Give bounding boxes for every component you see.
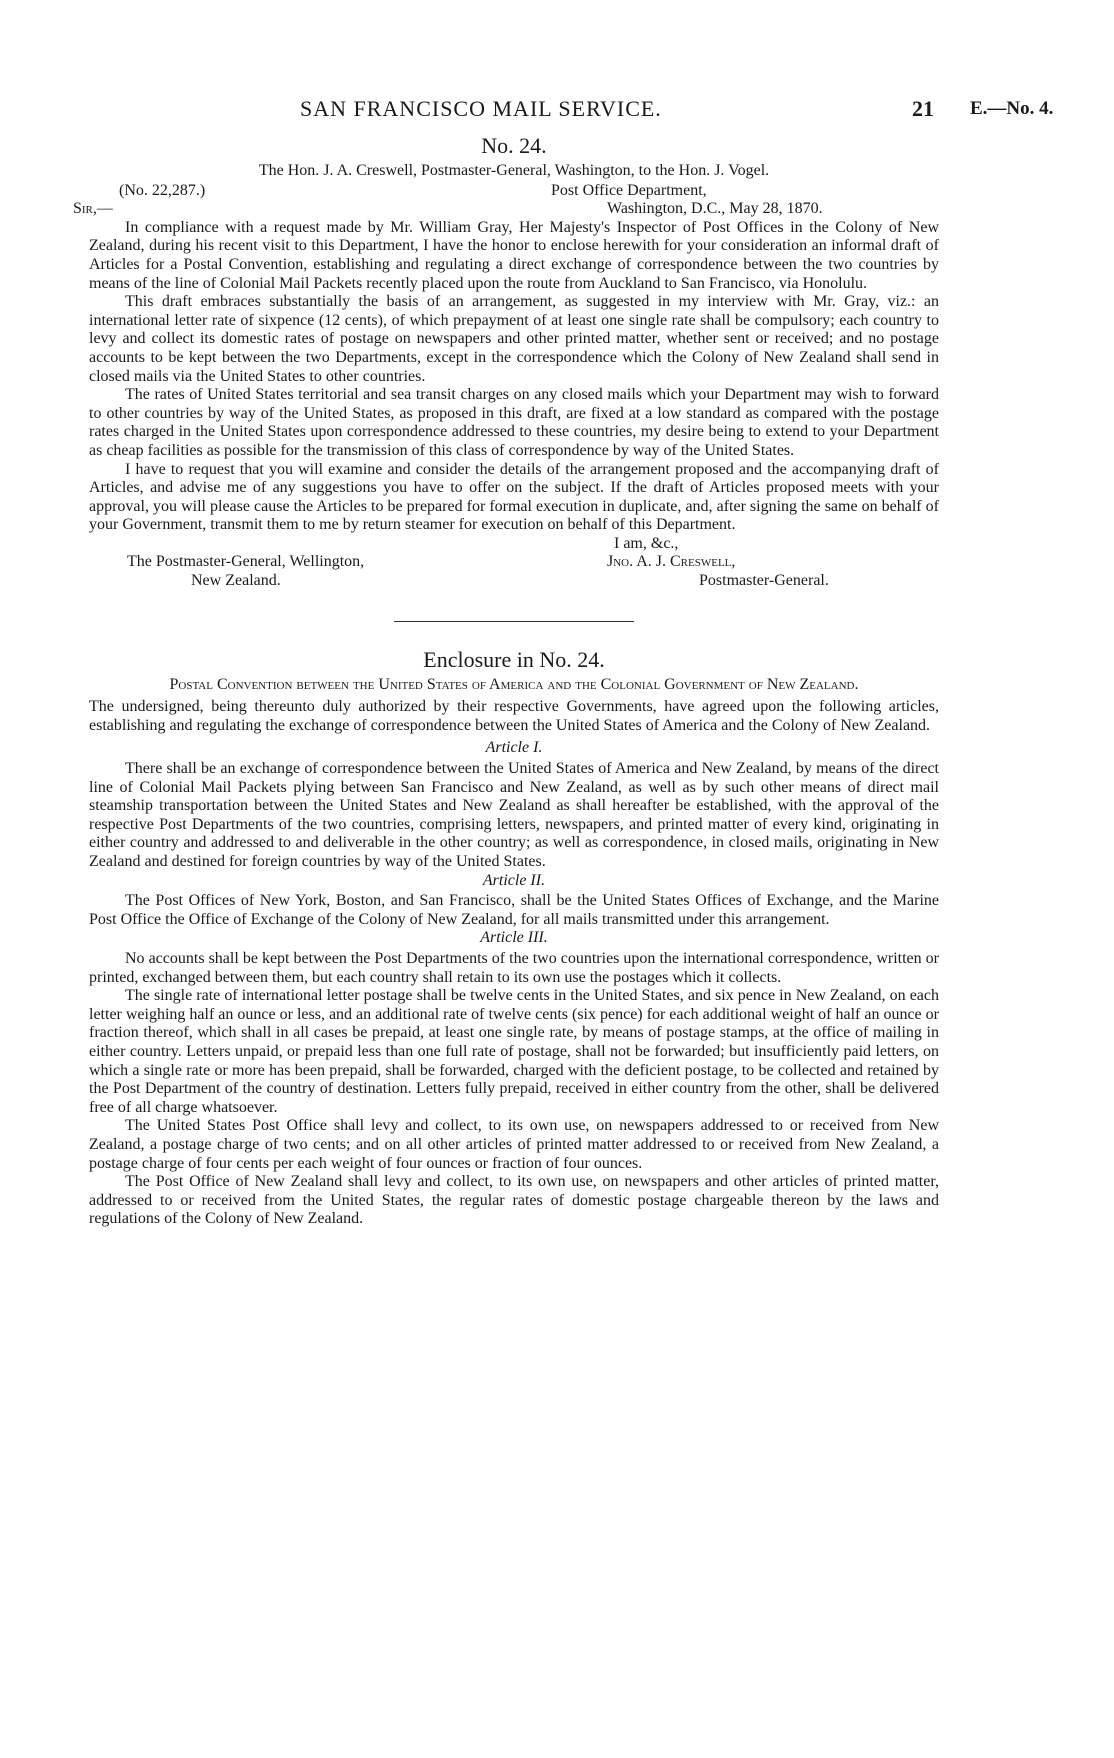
closing-row (89, 535, 939, 554)
signature-title: Postmaster-General. (699, 572, 829, 590)
department-line: Post Office Department, (551, 181, 707, 199)
salutation: Sir,— (73, 200, 113, 218)
letter-paragraph: This draft embraces substantially the basis of an arrangement, as suggested in my interview with Mr. Gray, viz.: an international letter rate of sixpence (12 cents), of which prepayment of at least one single rate shall be compulsory; each country to levy and collect its domestic rates of postage on newspapers and other printed matter, whether sent or received; and no postage accounts to be kept between the two Departments, except in the correspondence which the Colony of New Zealand shall send in closed mails via the United States to other countries. (89, 293, 939, 385)
page-body (73, 132, 939, 1229)
article-heading: Article I. (485, 739, 543, 757)
document-reference: E.—No. 4. (970, 98, 1054, 119)
section-divider (394, 621, 634, 622)
letter-paragraph: The rates of United States territorial and sea transit charges on any closed mails which your Department may wish to forward to other countries by way of the United States, as proposed in this draft, are fixed at a low standard as compared with the postage rates charged in the United States upon correspondence addressed to these countries, my desire being to extend to your Department as cheap facilities as possible for the transmission of this class of correspondence by way of the United States. (89, 386, 939, 459)
page-number: 21 (912, 96, 934, 121)
article-heading: Article III. (480, 929, 548, 947)
recipient-line: New Zealand. (191, 572, 281, 590)
article-heading: Article II. (482, 871, 546, 889)
signature-row (89, 553, 939, 572)
letter-paragraph: I have to request that you will examine and consider the details of the arrangement proposed and the accompanying draft of Articles, and advise me of any suggestions you have to offer on the subject. If the draft of Articles proposed meets with your approval, you will please cause the Articles to be prepared for formal execution in duplicate, and, after signing the same on behalf of your Government, transmit them to me by return steamer for execution on behalf of this Department. (89, 460, 939, 534)
article-paragraph: The Post Office of New Zealand shall levy and collect, to its own use, on newspapers and other articles of printed matter, addressed to or received from the United States, the regular rates of domestic postage chargeable thereon by the laws and regulations of the Colony of New Zealand. (89, 1173, 939, 1228)
ref-number: (No. 22,287.) (119, 181, 206, 199)
article-paragraph: The United States Post Office shall levy and collect, to its own use, on newspapers addressed to or received from New Zealand, a postage charge of two cents; and on all other articles of printed matter addressed to or received from New Zealand, a postage charge of four cents per each weight of four ounces or fraction of four ounces. (89, 1117, 939, 1172)
closing: I am, &c., (614, 534, 679, 552)
convention-intro: The undersigned, being thereunto duly authorized by their respective Governments, have agreed upon the following articles, establishing and regulating the exchange of correspondence between the United States of America and the Colony of New Zealand. (89, 698, 939, 734)
running-title: SAN FRANCISCO MAIL SERVICE. (300, 96, 662, 121)
address-line-text: The Hon. J. A. Creswell, Postmaster-General, Washington, to the Hon. J. Vogel. (258, 162, 770, 179)
signature: Jno. A. J. Creswell, (607, 553, 736, 571)
place-date: Washington, D.C., May 28, 1870. (607, 200, 823, 218)
convention-title: Postal Convention between the United States of America and the Colonial Government of New Zealand. (169, 675, 859, 693)
article-paragraph: The Post Offices of New York, Boston, and San Francisco, shall be the United States Offices of Exchange, and the Marine Post Office the Office of Exchange of the Colony of New Zealand, for all mails transmitted under this arrangement. (89, 892, 939, 928)
letter-paragraph: In compliance with a request made by Mr. William Gray, Her Majesty's Inspector of Post Offices in the Colony of New Zealand, during his recent visit to this Department, I have the honor to enclose herewith for your consideration an informal draft of Articles for a Postal Convention, establishing and regulating a direct exchange of correspondence between the two countries by means of the line of Colonial Mail Packets recently placed upon the route from Auckland to San Francisco, via Honolulu. (89, 218, 939, 292)
page-header (0, 96, 1114, 126)
enclosure-heading: Enclosure in No. 24. (423, 646, 605, 672)
article-paragraph: No accounts shall be kept between the Post Departments of the two countries upon the international correspondence, written or printed, exchanged between them, but each country shall retain to its own use the postages which it collects. (89, 949, 939, 986)
salutation-row (73, 200, 939, 219)
article-paragraph: The single rate of international letter postage shall be twelve cents in the United States, and six pence in New Zealand, on each letter weighing half an ounce or less, and an additional rate of twelve cents (six pence) for each additional weight of half an ounce or fraction thereof, which shall in all cases be prepaid, at least one single rate, by means of postage stamps, at the office of mailing in either country. Letters unpaid, or prepaid less than one full rate of postage, shall not be forwarded; but insufficiently paid letters, on which a single rate or more has been prepaid, shall be forwarded, charged with the deficient postage, to be collected and retained by the Post Department of the country of destination. Letters fully prepaid, received in either country from the other, shall be delivered free of all charge whatsoever. (89, 987, 939, 1116)
article-paragraph: There shall be an exchange of correspondence between the United States of America and New Zealand, by means of the direct line of Colonial Mail Packets plying between San Francisco and New Zealand, as well as by such other means of direct mail steamship transportation between the United States and New Zealand as shall hereafter be established, with the approval of the respective Post Departments of the two countries, comprising letters, newspapers, and printed matter of every kind, originating in either country and addressed to and deliverable in the other country; as well as correspondence, in closed mails, originating in New Zealand and destined for foreign countries by way of the United States. (89, 760, 939, 870)
ref-row (89, 182, 939, 201)
recipient-line: The Postmaster-General, Wellington, (127, 553, 365, 571)
letter-number: No. 24. (481, 133, 547, 158)
letter-address-line (89, 162, 939, 181)
signature-title-row (89, 572, 939, 591)
